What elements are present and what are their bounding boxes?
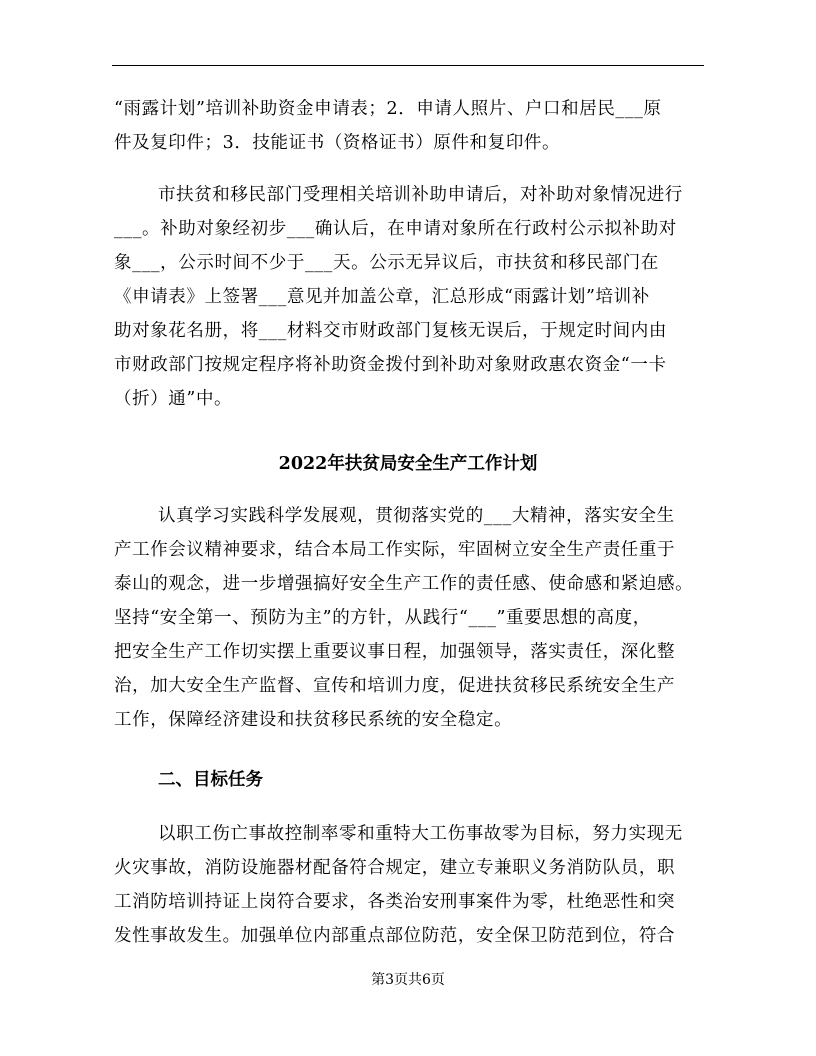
text-line: 火灾事故，消防设施器材配备符合规定，建立专兼职义务消防队员，职 xyxy=(114,858,676,878)
text-line: “雨露计划”培训补助资金申请表；2．申请人照片、户口和居民___原 xyxy=(114,99,662,119)
text-line: 以职工伤亡事故控制率零和重特大工伤事故零为目标，努力实现无 xyxy=(158,824,683,844)
text-line: 《申请表》上签署___意见并加盖公章，汇总形成“雨露计划”培训补 xyxy=(114,287,650,307)
text-line: 发性事故发生。加强单位内部重点部位防范，安全保卫防范到位，符合 xyxy=(114,926,676,946)
page-footer: 第3页共6页 xyxy=(371,972,445,988)
text-line: 治，加大安全生产监督、宣传和培训力度，促进扶贫移民系统安全生产 xyxy=(114,676,676,696)
header-rule xyxy=(112,65,704,66)
text-line: 产工作会议精神要求，结合本局工作实际，牢固树立安全生产责任重于 xyxy=(114,540,676,560)
text-line: 象___，公示时间不少于___天。公示无异议后，市扶贫和移民部门在 xyxy=(114,253,659,273)
text-line: 市扶贫和移民部门受理相关培训补助申请后，对补助对象情况进行 xyxy=(158,185,683,205)
text-line: 认真学习实践科学发展观，贯彻落实党的___大精神，落实安全生 xyxy=(158,506,675,526)
text-line: 工作，保障经济建设和扶贫移民系统的安全稳定。 xyxy=(114,710,513,730)
text-line: 把安全生产工作切实摆上重要议事日程，加强领导，落实责任，深化整 xyxy=(114,642,676,662)
text-line: 泰山的观念，进一步增强搞好安全生产工作的责任感、使命感和紧迫感。 xyxy=(114,574,694,594)
subheading: 二、目标任务 xyxy=(158,770,263,790)
text-line: 件及复印件；3．技能证书（资格证书）原件和复印件。 xyxy=(114,133,561,153)
text-line: ___。补助对象经初步___确认后，在申请对象所在行政村公示拟补助对 xyxy=(114,219,677,239)
section-title: 2022年扶贫局安全生产工作计划 xyxy=(278,454,538,474)
text-line: （折）通”中。 xyxy=(114,389,233,409)
text-line: 市财政部门按规定程序将补助资金拨付到补助对象财政惠农资金“一卡 xyxy=(114,355,667,375)
text-line: 工消防培训持证上岗符合要求，各类治安刑事案件为零，杜绝恶性和突 xyxy=(114,892,676,912)
text-line: 助对象花名册，将___材料交市财政部门复核无误后，于规定时间内由 xyxy=(114,321,667,341)
text-line: 坚持“安全第一、预防为主”的方针，从践行“___”重要思想的高度， xyxy=(114,608,651,628)
